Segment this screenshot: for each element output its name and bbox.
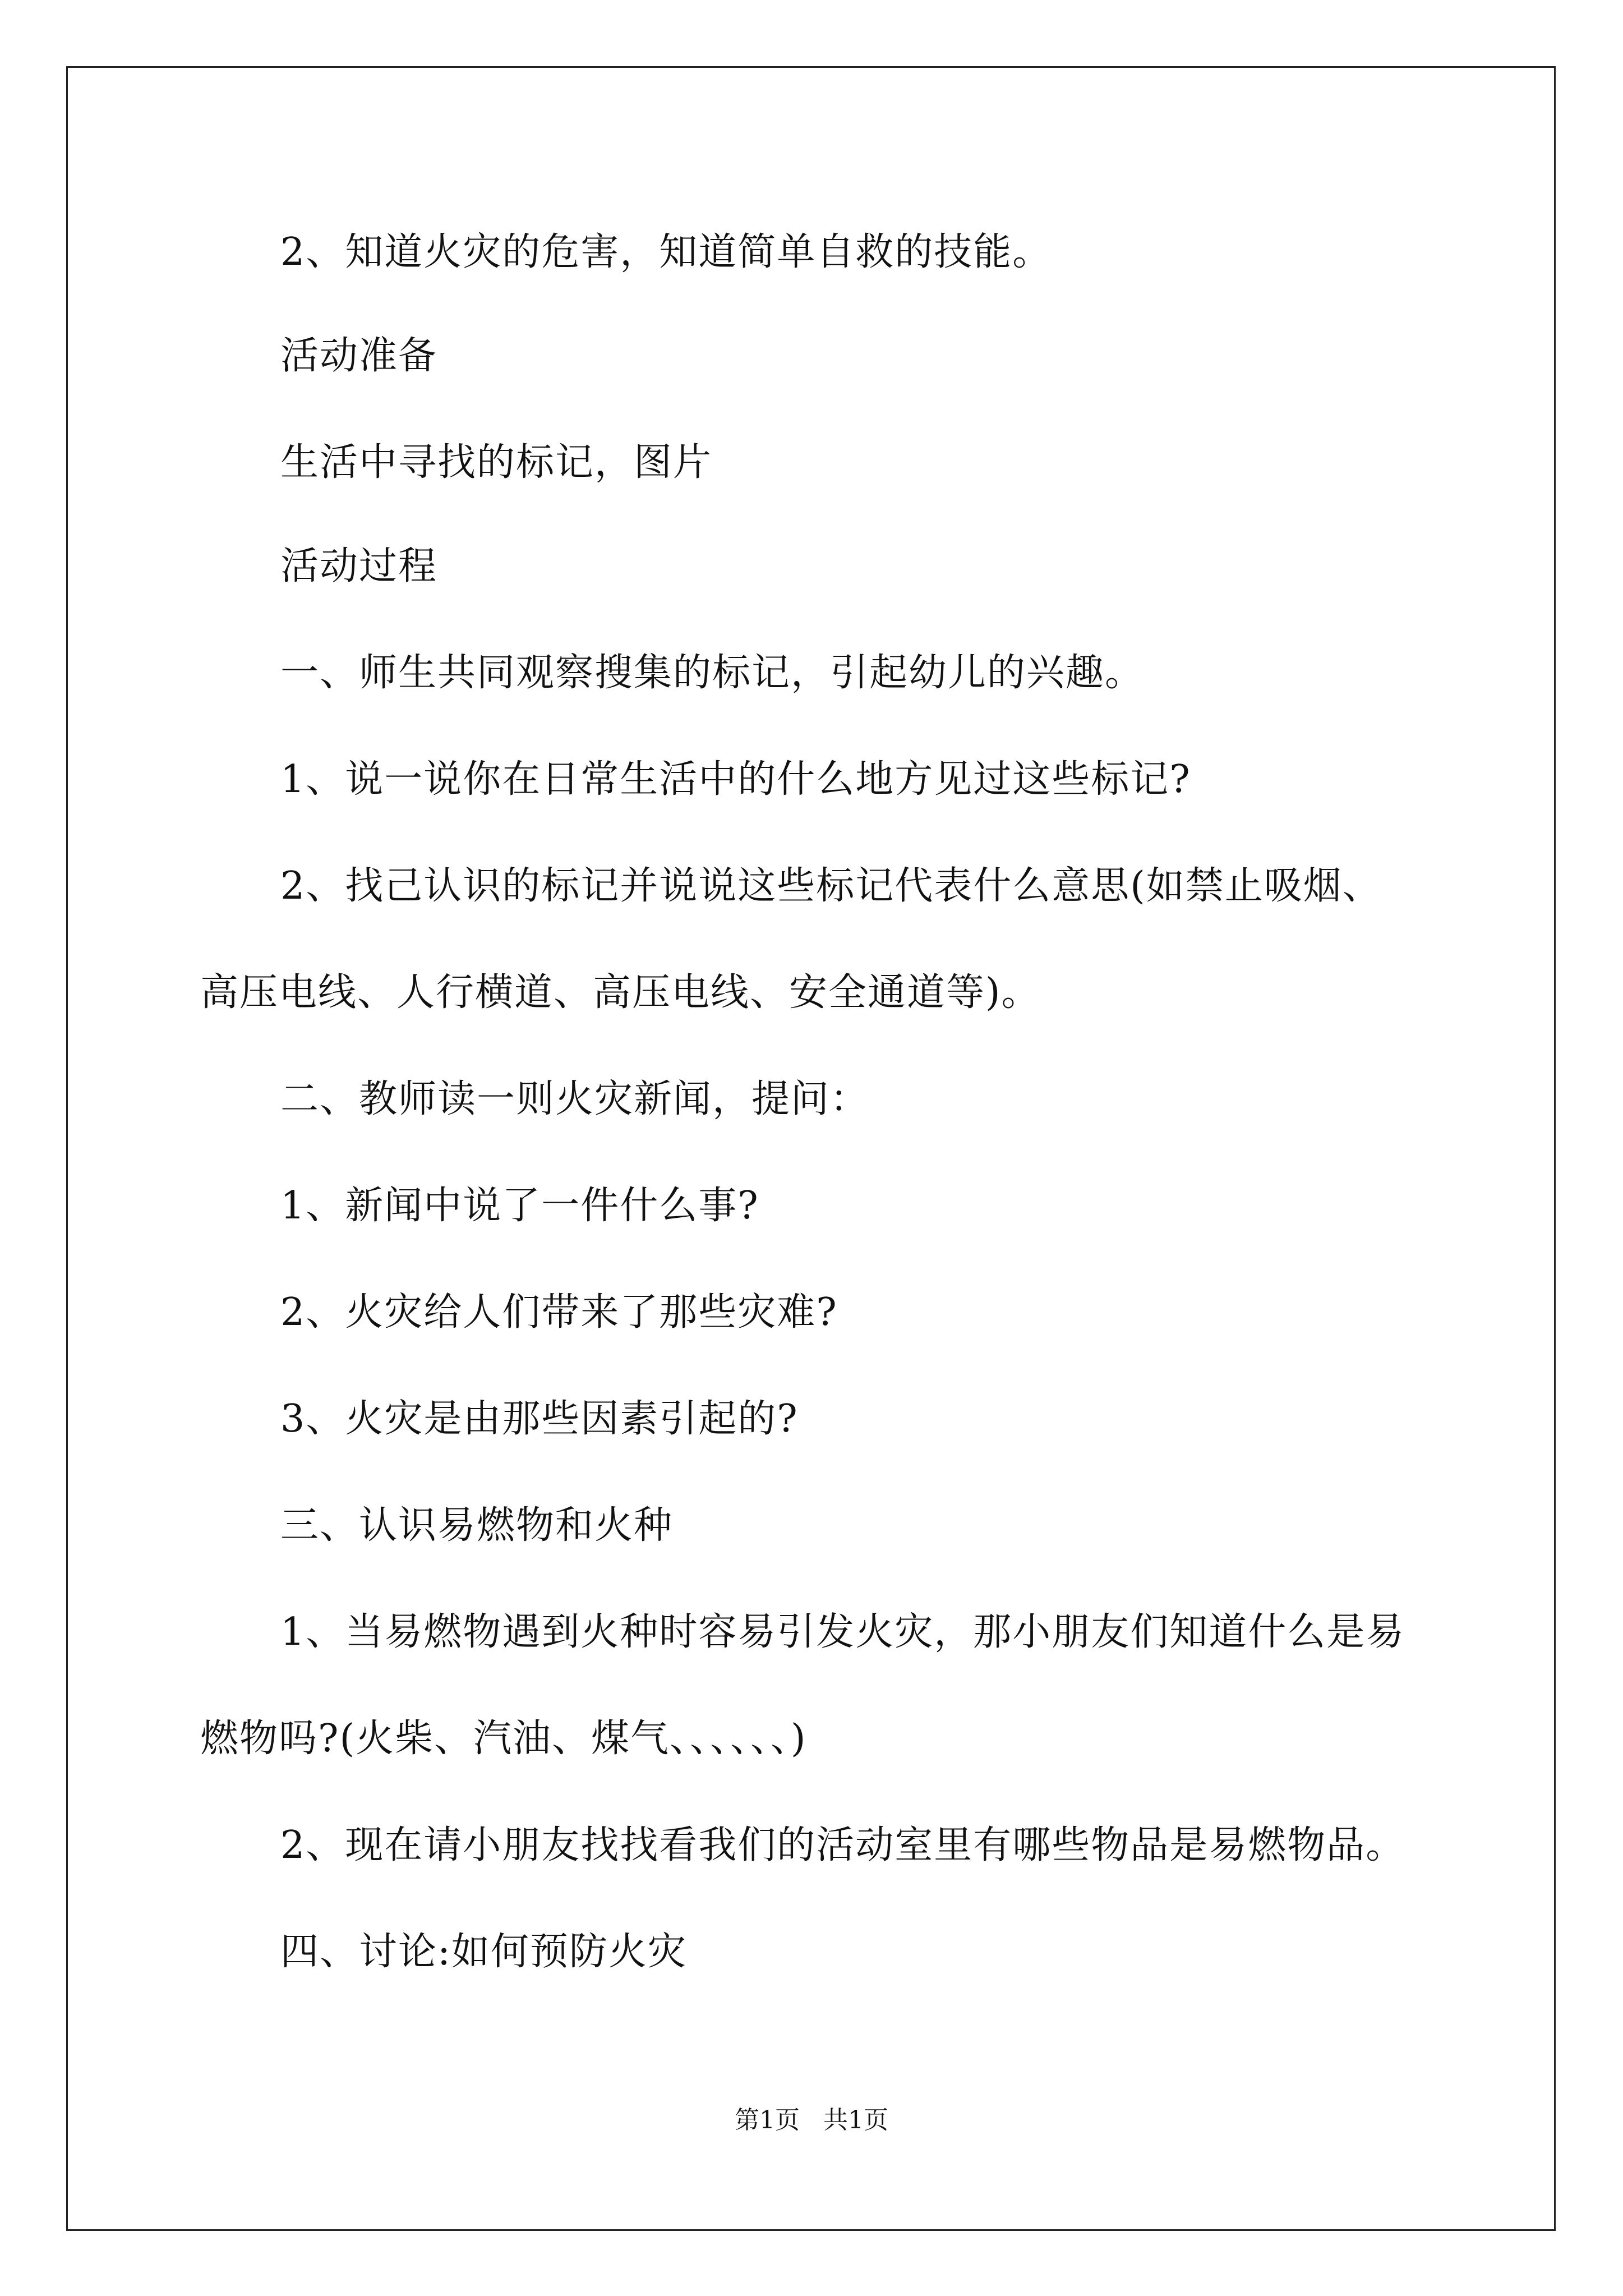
page-number-footer: 第1页 共1页	[735, 2106, 888, 2134]
paragraph-section-3: 三、认识易燃物和火种	[280, 1503, 674, 1548]
heading-activity-preparation: 活动准备	[280, 334, 438, 378]
heading-activity-process: 活动过程	[280, 544, 438, 588]
paragraph-section-2-item-2: 2、火灾给人们带来了那些灾难?	[280, 1290, 838, 1335]
paragraph-section-4: 四、讨论:如何预防火灾	[280, 1930, 687, 1974]
paragraph-section-3-item-1: 1、当易燃物遇到火种时容易引发火灾，那小朋友们知道什么是易	[280, 1610, 1405, 1654]
paragraph-section-3-item-1-cont: 燃物吗?(火柴、汽油、煤气、、、、、、)	[200, 1717, 807, 1761]
page-border	[66, 66, 1556, 2231]
paragraph-section-3-item-2: 2、现在请小朋友找找看我们的活动室里有哪些物品是易燃物品。	[280, 1823, 1405, 1867]
paragraph-section-2-item-1: 1、新闻中说了一件什么事?	[280, 1184, 759, 1228]
paragraph-section-1-item-2: 2、找己认识的标记并说说这些标记代表什么意思(如禁止吸烟、	[280, 864, 1382, 908]
paragraph-section-1-item-1: 1、说一说你在日常生活中的什么地方见过这些标记?	[280, 757, 1191, 802]
paragraph-goal-2: 2、知道火灾的危害，知道简单自救的技能。	[280, 230, 1052, 274]
paragraph-section-2: 二、教师读一则火灾新闻，提问：	[280, 1077, 870, 1121]
paragraph-section-2-item-3: 3、火灾是由那些因素引起的?	[280, 1397, 799, 1441]
paragraph-preparation: 生活中寻找的标记，图片	[280, 440, 713, 485]
paragraph-section-1: 一、师生共同观察搜集的标记，引起幼儿的兴趣。	[280, 651, 1145, 695]
paragraph-section-1-item-2-cont: 高压电线、人行横道、高压电线、安全通道等)。	[200, 970, 1041, 1015]
